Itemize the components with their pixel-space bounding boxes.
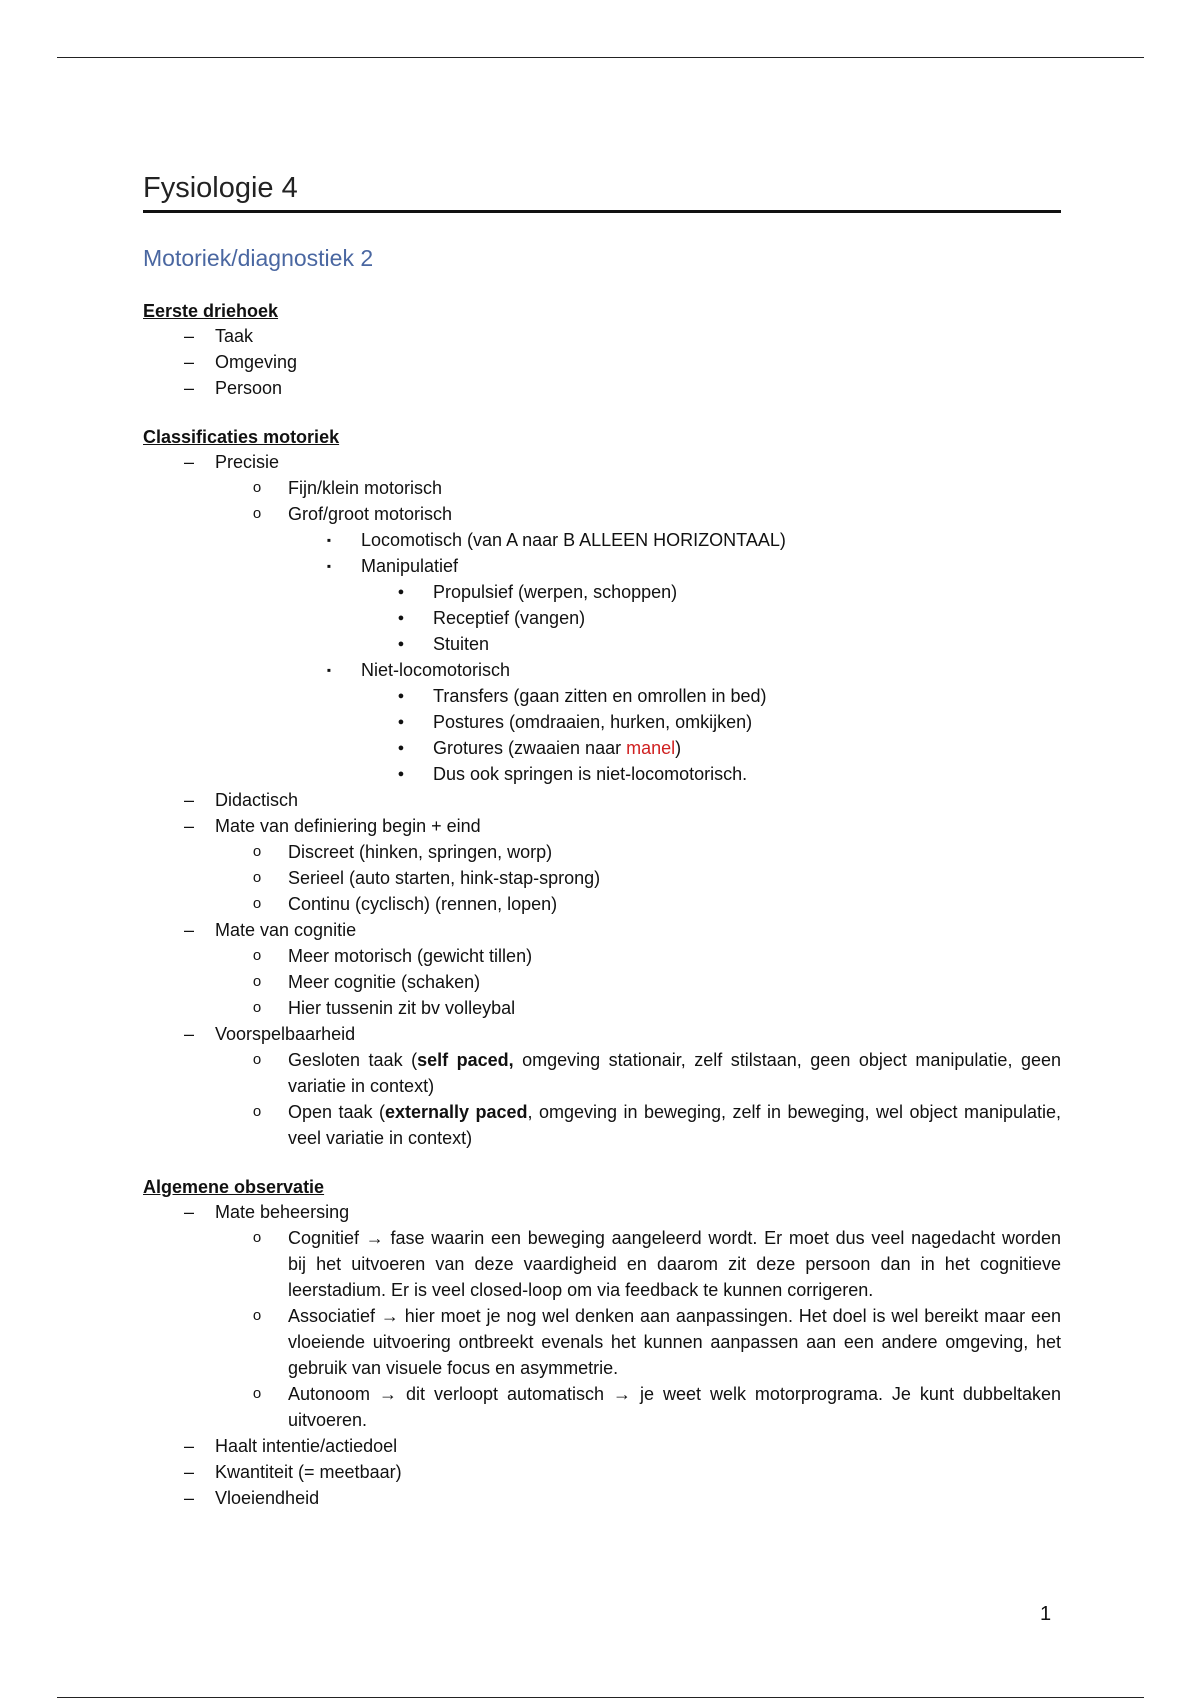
list-item: o Meer cognitie (schaken) — [143, 969, 1061, 995]
classificaties-list — [143, 449, 1061, 1151]
list-item: o Fijn/klein motorisch — [143, 475, 1061, 501]
circle-bullet: o — [252, 999, 262, 1016]
list-item: – Taak — [143, 323, 1061, 349]
list-item: o Grof/groot motorisch — [143, 501, 1061, 527]
square-bullet: ▪ — [326, 663, 332, 677]
circle-bullet: o — [252, 479, 262, 496]
dash-bullet: – — [183, 1462, 194, 1482]
document-subtitle: Motoriek/diagnostiek 2 — [143, 245, 374, 271]
list-item: o Hier tussenin zit bv volleybal — [143, 995, 1061, 1021]
header-rule — [57, 57, 1144, 58]
driehoek-list — [143, 323, 1061, 401]
dot-bullet: ● — [397, 586, 405, 598]
document-title: Fysiologie 4 — [143, 170, 1061, 213]
dash-bullet: – — [183, 816, 194, 836]
circle-bullet: o — [252, 895, 262, 912]
list-item: ● Stuiten — [143, 631, 1061, 657]
list-item: o Autonoom → dit verloopt automatisch → je weet welk motorprograma. Je kunt dubbeltaken uitvoeren. — [143, 1381, 1061, 1433]
list-item: ● Dus ook springen is niet-locomotorisch. — [143, 761, 1061, 787]
dash-bullet: – — [183, 1488, 194, 1508]
section-title-observatie: Algemene observatie — [143, 1177, 325, 1197]
list-item: ● Propulsief (werpen, schoppen) — [143, 579, 1061, 605]
circle-bullet: o — [252, 505, 262, 522]
circle-bullet: o — [252, 1103, 262, 1120]
list-item: – Didactisch — [143, 787, 1061, 813]
list-item: o Associatief → hier moet je nog wel denken aan aanpassingen. Het doel is wel bereikt maar een vloeiende uitvoering ontbreekt evenals het kunnen aanpassen aan een andere omgeving, het gebruik van visuele focus en asymmetrie. — [143, 1303, 1061, 1381]
list-item: o Meer motorisch (gewicht tillen) — [143, 943, 1061, 969]
circle-bullet: o — [252, 973, 262, 990]
list-item: ▪ Manipulatief — [143, 553, 1061, 579]
dot-bullet: ● — [397, 742, 405, 754]
list-item: – Voorspelbaarheid — [143, 1021, 1061, 1047]
circle-bullet: o — [252, 1051, 262, 1068]
highlighted-word: manel — [626, 738, 676, 758]
circle-bullet: o — [252, 843, 262, 860]
list-item: o Discreet (hinken, springen, worp) — [143, 839, 1061, 865]
dot-bullet: ● — [397, 638, 405, 650]
dot-bullet: ● — [397, 690, 405, 702]
footer-rule — [57, 1697, 1144, 1698]
list-item: o Serieel (auto starten, hink-stap-sprong) — [143, 865, 1061, 891]
list-item: – Haalt intentie/actiedoel — [143, 1433, 1061, 1459]
circle-bullet: o — [252, 947, 262, 964]
list-item: ● Transfers (gaan zitten en omrollen in bed) — [143, 683, 1061, 709]
list-item: o Cognitief → fase waarin een beweging aangeleerd wordt. Er moet dus veel nagedacht worden bij het uitvoeren van deze vaardigheid en daarom zit deze persoon dan in het cognitieve leerstadium. Er is veel closed-loop om via feedback te kunnen corrigeren. — [143, 1225, 1061, 1303]
dash-bullet: – — [183, 1202, 194, 1222]
list-item: – Mate van definiering begin + eind — [143, 813, 1061, 839]
dash-bullet: – — [183, 920, 194, 940]
list-item: ● Grotures (zwaaien naar manel) — [143, 735, 1061, 761]
list-item: ▪ Niet-locomotorisch — [143, 657, 1061, 683]
dash-bullet: – — [183, 1024, 194, 1044]
dot-bullet: ● — [397, 768, 405, 780]
page-number: 1 — [1040, 1603, 1052, 1625]
dash-bullet: – — [183, 352, 194, 372]
section-title-classificaties: Classificaties motoriek — [143, 427, 340, 447]
list-item: ▪ Locomotisch (van A naar B ALLEEN HORIZONTAAL) — [143, 527, 1061, 553]
dot-bullet: ● — [397, 716, 405, 728]
list-item: ● Receptief (vangen) — [143, 605, 1061, 631]
circle-bullet: o — [252, 869, 262, 886]
dash-bullet: – — [183, 326, 194, 346]
list-item: – Vloeiendheid — [143, 1485, 1061, 1511]
section-title-driehoek: Eerste driehoek — [143, 301, 279, 321]
circle-bullet: o — [252, 1307, 262, 1324]
list-item: ● Postures (omdraaien, hurken, omkijken) — [143, 709, 1061, 735]
dash-bullet: – — [183, 1436, 194, 1456]
circle-bullet: o — [252, 1229, 262, 1246]
observatie-list — [143, 1199, 1061, 1511]
document-body — [143, 170, 1061, 1511]
square-bullet: ▪ — [326, 559, 332, 573]
list-item: – Persoon — [143, 375, 1061, 401]
dash-bullet: – — [183, 790, 194, 810]
list-item: – Mate van cognitie — [143, 917, 1061, 943]
list-item: – Kwantiteit (= meetbaar) — [143, 1459, 1061, 1485]
list-item: o Open taak (externally paced, omgeving in beweging, zelf in beweging, wel object manipulatie, veel variatie in context) — [143, 1099, 1061, 1151]
dot-bullet: ● — [397, 612, 405, 624]
dash-bullet: – — [183, 378, 194, 398]
list-item: – Mate beheersing — [143, 1199, 1061, 1225]
list-item: – Omgeving — [143, 349, 1061, 375]
list-item: – Precisie — [143, 449, 1061, 475]
list-item: o Continu (cyclisch) (rennen, lopen) — [143, 891, 1061, 917]
square-bullet: ▪ — [326, 533, 332, 547]
circle-bullet: o — [252, 1385, 262, 1402]
list-item: o Gesloten taak (self paced, omgeving stationair, zelf stilstaan, geen object manipulatie, geen variatie in context) — [143, 1047, 1061, 1099]
dash-bullet: – — [183, 452, 194, 472]
